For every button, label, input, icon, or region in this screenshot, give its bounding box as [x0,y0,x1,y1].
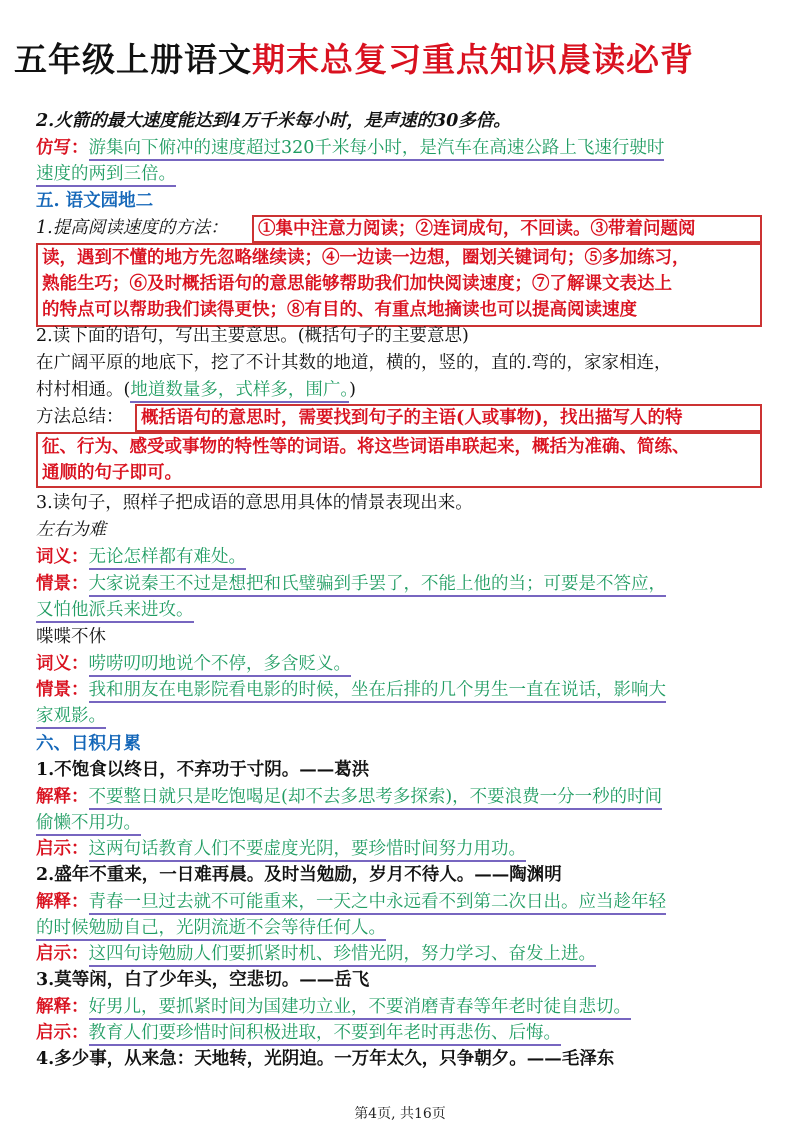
idiom-1-meaning: 词义：无论怎样都有难处。 [36,544,764,570]
quote-2: 2.盛年不重来，一日难再晨。及时当勉励，岁月不待人。——陶渊明 [36,865,562,885]
quote-1: 1.不饱食以终日，不弃功于寸阴。——葛洪 [36,760,370,780]
quote-3-explain: 解释：好男儿，要抓紧时间为国建功立业，不要消磨青春等年老时徒自悲切。 [36,994,764,1020]
imitation-text-2: 速度的两到三倍。 [36,164,176,187]
idiom-2-meaning: 词义：唠唠叨叨地说个不停，多含贬义。 [36,651,764,677]
idiom-1: 左右为难 [36,520,106,540]
reading-speed-text-2: 读，遇到不懂的地方先忽略继续读；④一边读一边想，圈划关键词句；⑤多加练习， [42,248,690,268]
idiom-2-scene-2: 家观影。 [36,703,764,729]
quote-4: 4.多少事，从来急：天地转，光阴迫。一万年太久，只争朝夕。——毛泽东 [36,1049,615,1069]
sentence-rocket: 2.火箭的最大速度能达到4万千米每小时，是声速的30多倍。 [36,111,511,131]
reading-speed-box-1 [252,215,762,243]
method-text-2: 征、行为、感受或事物的特性等的词语。将这些词语串联起来，概括为准确、简练、 [42,437,690,457]
page-footer: 第4页, 共16页 [354,1106,446,1122]
reading-speed-text-4: 的特点可以帮助我们读得更快；⑧有目的、有重点地摘读也可以提高阅读速度 [42,300,637,320]
summary-task: 2.读下面的语句，写出主要意思。(概括句子的主要意思) [36,326,469,346]
page-title [14,34,786,90]
idiom-2: 喋喋不休 [36,627,106,647]
idiom-1-scene-1: 情景：大家说秦王不过是想把和氏璧骗到手罢了，不能上他的当；可要是不答应， [36,571,764,597]
quote-1-explain-1: 解释：不要整日就只是吃饱喝足(却不去多思考多探索)，不要浪费一分一秒的时间 [36,784,764,810]
title-black: 五年级上册语文 [14,40,252,79]
quote-1-insight: 启示：这两句话教育人们不要虚度光阴，要珍惜时间努力用功。 [36,836,764,862]
method-text-3: 通顺的句子即可。 [42,463,182,483]
method-box-2 [36,432,762,488]
idiom-2-scene-1: 情景：我和朋友在电影院看电影的时候，坐在后排的几个男生一直在说话，影响大 [36,677,764,703]
imitation-line-1 [36,135,764,161]
imitation-line-2 [36,161,764,187]
quote-2-insight: 启示：这四句诗勉励人们要抓紧时机、珍惜光阴，努力学习、奋发上进。 [36,941,764,967]
idiom-1-scene-2: 又怕他派兵来进攻。 [36,597,764,623]
method-text-1: 概括语句的意思时，需要找到句子的主语(人或事物)，找出描写人的特 [141,408,683,428]
title-red: 期末总复习重点知识晨读必背 [252,40,694,79]
quote-1-explain-2: 偷懒不用功。 [36,810,764,836]
quote-2-explain-2: 的时候勉励自己，光阴流逝不会等待任何人。 [36,915,764,941]
summary-text-2: 村村相通。(地道数量多，式样多，围广。) [36,377,764,403]
reading-speed-box-2 [36,243,762,327]
reading-speed-text-3: 熟能生巧；⑥及时概括语句的意思能够帮助我们加快阅读速度；⑦了解课文表达上 [42,274,672,294]
summary-text-1: 在广阔平原的地底下，挖了不计其数的地道，横的，竖的，直的.弯的，家家相连， [36,353,672,373]
reading-speed-text-1: ①集中注意力阅读；②连词成句，不回读。③带着问题阅 [258,219,696,239]
method-lead: 方法总结： [36,407,124,427]
summary-answer: 地道数量多，式样多，围广。 [130,380,349,403]
quote-2-explain-1: 解释：青春一旦过去就不可能重来，一天之中永远看不到第二次日出。应当趁年轻 [36,889,764,915]
section-heading-6: 六、日积月累 [36,734,141,754]
method-box-1 [135,404,762,432]
imitation-text-1: 游集向下俯冲的速度超过320千米每小时，是汽车在高速公路上飞速行驶时 [89,138,665,161]
section-heading-5: 五. 语文园地二 [36,191,154,211]
idiom-task: 3.读句子，照样子把成语的意思用具体的情景表现出来。 [36,493,473,513]
quote-3: 3.莫等闲，白了少年头，空悲切。——岳飞 [36,970,370,990]
reading-speed-lead: 1.提高阅读速度的方法： [36,218,228,238]
imitation-label: 仿写： [36,138,89,158]
quote-3-insight: 启示：教育人们要珍惜时间积极进取，不要到年老时再悲伤、后悔。 [36,1020,764,1046]
